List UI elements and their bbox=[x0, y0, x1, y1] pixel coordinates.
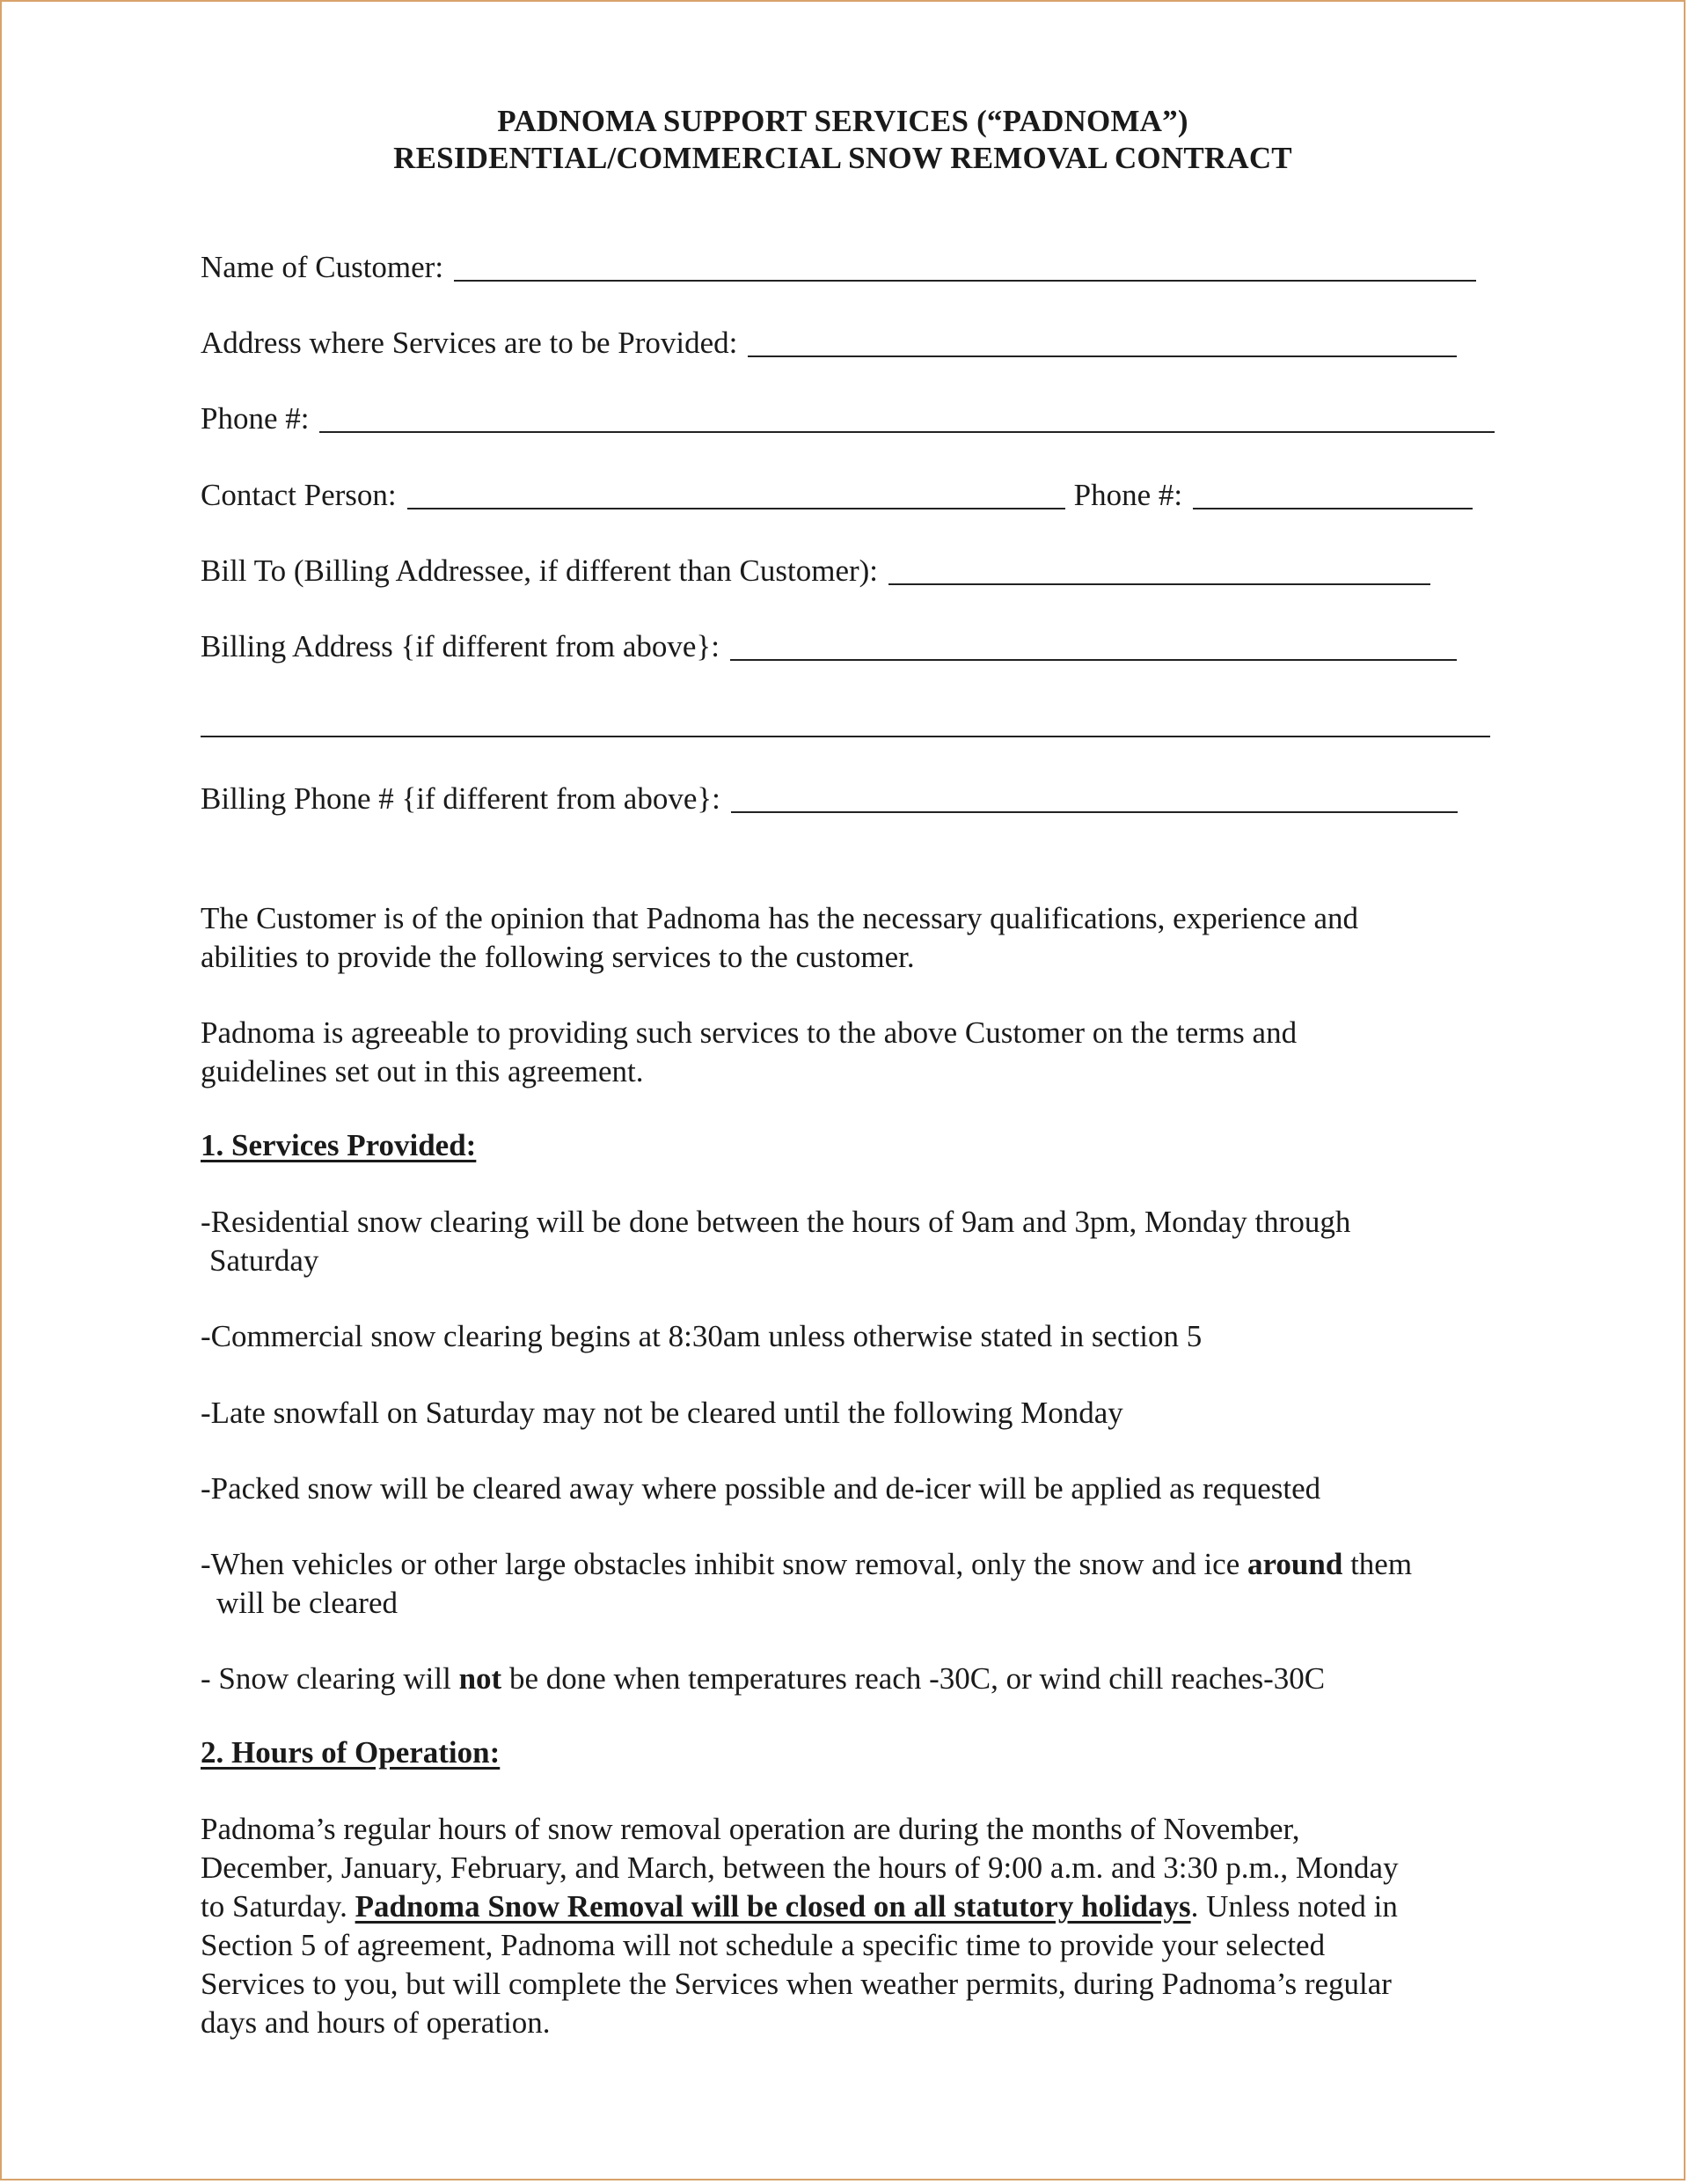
hours-line6: days and hours of operation. bbox=[201, 2005, 551, 2040]
contact-row bbox=[201, 478, 1473, 518]
billing-phone-row bbox=[201, 781, 1458, 822]
hours-line3-start: to Saturday. bbox=[201, 1889, 355, 1924]
hours-line3 bbox=[201, 1887, 1399, 1926]
company-title: PADNOMA SUPPORT SERVICES (“PADNOMA”) bbox=[497, 104, 1188, 138]
intro-paragraph-2 bbox=[201, 1014, 1297, 1091]
contact-phone-field[interactable] bbox=[1193, 508, 1473, 509]
phone-field[interactable] bbox=[319, 431, 1495, 433]
contract-title: RESIDENTIAL/COMMERCIAL SNOW REMOVAL CONTRACT bbox=[393, 141, 1292, 175]
intro-p2-line1: Padnoma is agreeable to providing such services to the above Customer on the terms and bbox=[201, 1015, 1298, 1050]
service-address-label: Address where Services are to be Provided: bbox=[201, 326, 738, 360]
intro-paragraph-1 bbox=[201, 899, 1358, 977]
billing-phone-label: Billing Phone # {if different from above}: bbox=[201, 781, 720, 816]
hours-line5: Services to you, but will complete the Services when weather permits, during Padnoma’s regular bbox=[201, 1967, 1392, 2001]
contact-person-label: Contact Person: bbox=[201, 478, 397, 512]
intro-p1-line1: The Customer is of the opinion that Padnoma has the necessary qualifications, experience and bbox=[201, 901, 1359, 935]
billing-address-line2-field[interactable] bbox=[201, 736, 1490, 737]
bullet-vehicles-line2: will be cleared bbox=[216, 1586, 398, 1620]
billing-address-line2-row bbox=[201, 706, 1490, 746]
bullet-temperature-text-end: be done when temperatures reach -30C, or wind chill reaches-30C bbox=[501, 1661, 1326, 1696]
billing-address-row bbox=[201, 629, 1457, 670]
service-address-field[interactable] bbox=[748, 355, 1457, 357]
hours-line3-end: . Unless noted in bbox=[1190, 1889, 1398, 1924]
billing-phone-field[interactable] bbox=[731, 811, 1458, 813]
phone-row bbox=[201, 401, 1495, 442]
bullet-residential bbox=[201, 1203, 1350, 1280]
service-address-row bbox=[201, 326, 1457, 366]
contact-phone-label: Phone #: bbox=[1073, 478, 1183, 512]
bullet-vehicles bbox=[201, 1545, 1412, 1623]
section-2-heading: 2. Hours of Operation: bbox=[201, 1735, 501, 1770]
hours-line4: Section 5 of agreement, Padnoma will not schedule a specific time to provide your selected bbox=[201, 1928, 1326, 1962]
contact-person-field[interactable] bbox=[407, 508, 1065, 509]
bullet-temperature bbox=[201, 1660, 1325, 1698]
customer-name-label: Name of Customer: bbox=[201, 250, 444, 284]
holiday-closure-notice: Padnoma Snow Removal will be closed on all statutory holidays bbox=[355, 1889, 1191, 1924]
hours-line1: Padnoma’s regular hours of snow removal operation are during the months of November, bbox=[201, 1812, 1300, 1846]
bullet-vehicles-line1 bbox=[201, 1545, 1412, 1584]
bullet-packed-snow: -Packed snow will be cleared away where possible and de-icer will be applied as requested bbox=[201, 1471, 1321, 1506]
bill-to-row bbox=[201, 553, 1430, 594]
hours-paragraph bbox=[201, 1810, 1399, 2042]
bullet-temperature-text: - Snow clearing will bbox=[201, 1661, 459, 1696]
billing-address-field[interactable] bbox=[730, 659, 1457, 661]
customer-name-row bbox=[201, 250, 1476, 290]
phone-label: Phone #: bbox=[201, 401, 310, 436]
bullet-late-snowfall: -Late snowfall on Saturday may not be cleared until the following Monday bbox=[201, 1396, 1123, 1430]
bill-to-field[interactable] bbox=[888, 583, 1430, 585]
section-1-heading: 1. Services Provided: bbox=[201, 1128, 477, 1162]
bullet-residential-line1: -Residential snow clearing will be done between the hours of 9am and 3pm, Monday through bbox=[201, 1205, 1351, 1239]
billing-address-label: Billing Address {if different from above}: bbox=[201, 629, 720, 663]
customer-name-field[interactable] bbox=[454, 280, 1476, 282]
hours-line2: December, January, February, and March, between the hours of 9:00 a.m. and 3:30 p.m., Monday bbox=[201, 1851, 1399, 1885]
bullet-vehicles-text: -When vehicles or other large obstacles inhibit snow removal, only the snow and ice bbox=[201, 1547, 1247, 1581]
bullet-commercial: -Commercial snow clearing begins at 8:30am unless otherwise stated in section 5 bbox=[201, 1319, 1203, 1353]
bullet-residential-line2: Saturday bbox=[209, 1243, 319, 1278]
bullet-vehicles-emphasis: around bbox=[1247, 1547, 1343, 1581]
bullet-vehicles-text-end: them bbox=[1342, 1547, 1413, 1581]
bill-to-label: Bill To (Billing Addressee, if different than Customer): bbox=[201, 553, 879, 588]
intro-p1-line2: abilities to provide the following services to the customer. bbox=[201, 940, 915, 974]
bullet-temperature-emphasis: not bbox=[458, 1661, 502, 1696]
intro-p2-line2: guidelines set out in this agreement. bbox=[201, 1054, 644, 1088]
